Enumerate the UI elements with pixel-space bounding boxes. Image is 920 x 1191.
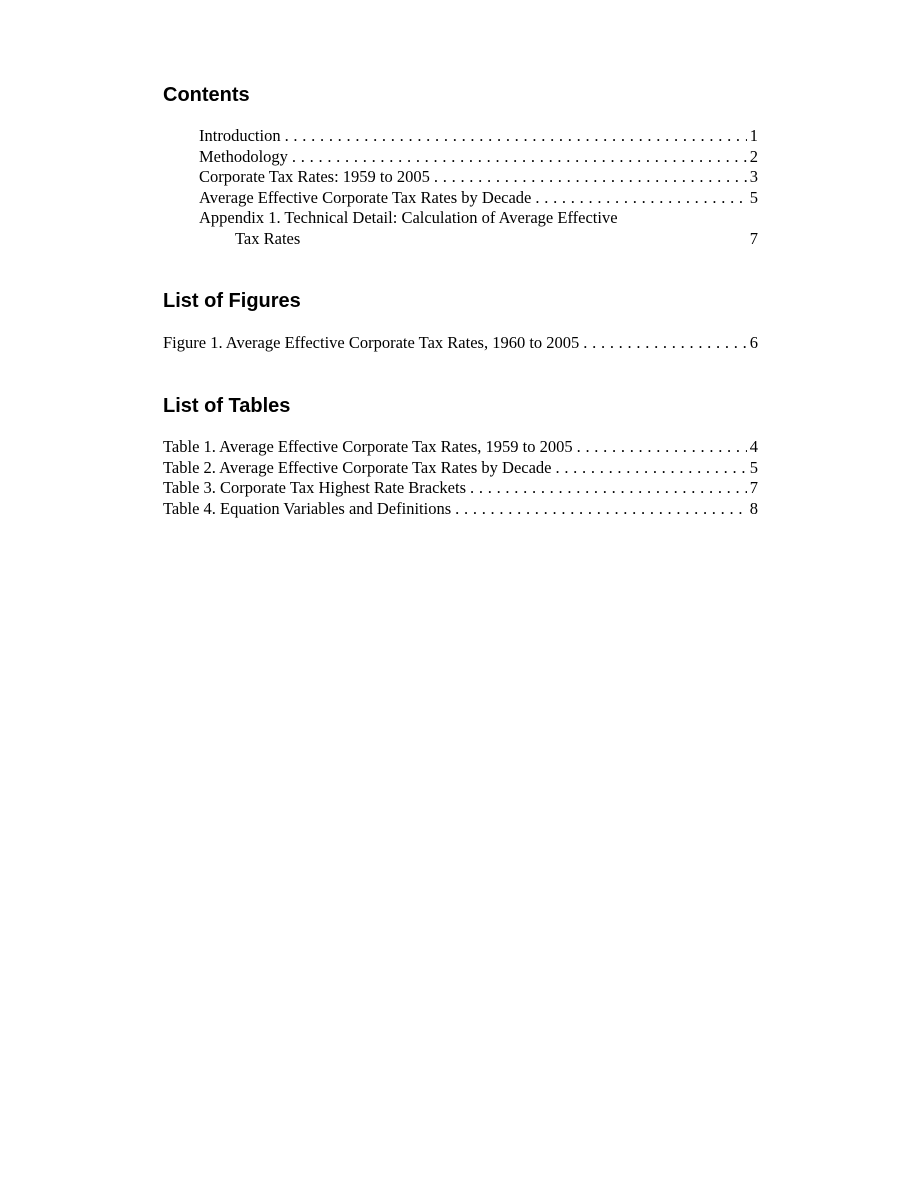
table-entry-3[interactable] [163,478,758,499]
contents-heading: Contents [163,84,250,106]
toc-entry-methodology[interactable] [163,147,758,168]
dot-leader [535,188,746,209]
dot-leader [434,167,747,188]
figure-entry-label: Figure 1. Average Effective Corporate Tax Rates, 1960 to 2005 [163,333,583,354]
dot-leader [285,126,747,147]
toc-page-number: 3 [749,167,758,186]
toc-entry-label: Introduction [199,126,285,147]
figure-page-number: 6 [749,333,758,352]
toc-entry-label: Corporate Tax Rates: 1959 to 2005 [199,167,434,188]
toc-entry-label-continued: Tax Rates [235,229,304,250]
dot-leader [470,478,747,499]
table-entry-label: Table 3. Corporate Tax Highest Rate Brackets [163,478,470,499]
figure-entry-1[interactable] [163,333,758,354]
toc-entry-average-effective-by-decade[interactable] [163,188,758,209]
table-page-number: 7 [749,478,758,497]
dot-leader [555,458,746,479]
toc-page-number: 5 [749,187,758,207]
table-entry-label: Table 1. Average Effective Corporate Tax Rates, 1959 to 2005 [163,437,577,458]
toc-entry-label: Average Effective Corporate Tax Rates by Decade [199,188,535,209]
figures-list [163,333,758,354]
toc-entry-label: Appendix 1. Technical Detail: Calculation of Average Effective [199,208,618,227]
list-of-figures-heading: List of Figures [163,290,301,312]
tables-list [163,437,758,519]
toc-entry-corporate-tax-rates[interactable] [163,167,758,188]
dot-leader [455,499,747,520]
table-entry-label: Table 4. Equation Variables and Definitions [163,499,455,520]
table-entry-2[interactable] [163,458,758,479]
toc-entry-appendix-1[interactable] [163,208,758,249]
table-entry-1[interactable] [163,437,758,458]
table-page-number: 5 [749,457,758,477]
toc-entry-introduction[interactable] [163,126,758,147]
dot-leader [292,147,747,168]
list-of-tables-heading: List of Tables [163,395,291,417]
table-entry-4[interactable] [163,499,758,520]
dot-leader [577,437,747,458]
toc-page-number: 7 [749,228,758,248]
toc-entry-label: Methodology [199,147,292,168]
table-entry-label: Table 2. Average Effective Corporate Tax Rates by Decade [163,458,555,479]
toc-page-number: 2 [749,146,758,166]
dot-leader [583,333,746,354]
contents-list [163,126,758,249]
table-page-number: 4 [749,437,758,456]
toc-page-number: 1 [749,126,758,145]
table-page-number: 8 [749,498,758,518]
